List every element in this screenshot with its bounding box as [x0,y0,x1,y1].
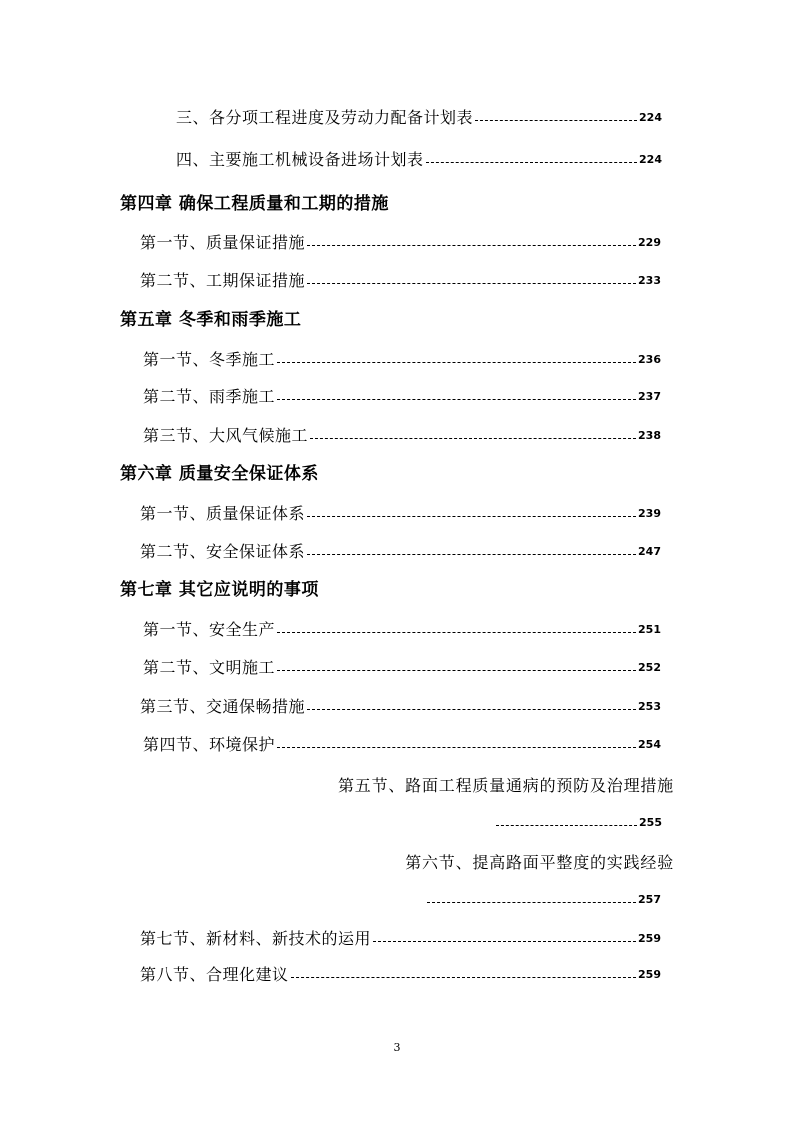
toc-leader [373,941,636,942]
toc-page-number: 238 [638,429,661,442]
toc-page-number: 239 [638,507,661,520]
toc-entry-text: 第二节、雨季施工 [143,387,276,406]
chapter-heading[interactable]: 第六章 质量安全保证体系 [120,464,319,484]
toc-entry[interactable] [143,385,661,409]
toc-leader [277,632,636,633]
toc-entry-text: 第二节、安全保证体系 [140,542,306,561]
toc-leader [277,747,636,748]
toc-entry-text: 第一节、质量保证措施 [140,233,306,252]
toc-page-number: 259 [638,932,661,945]
toc-page-number: 236 [638,353,661,366]
toc-leader [307,283,636,284]
toc-entry[interactable] [176,106,662,130]
toc-entry[interactable] [140,540,661,564]
toc-entry-text[interactable]: 第六节、提高路面平整度的实践经验 [405,853,674,872]
toc-entry-text: 第二节、工期保证措施 [140,271,306,290]
toc-leader [307,245,636,246]
toc-entry-text: 第四节、环境保护 [143,735,276,754]
chapter-heading[interactable]: 第五章 冬季和雨季施工 [120,310,302,330]
toc-entry[interactable] [140,927,661,951]
toc-entry[interactable] [140,963,661,987]
toc-entry[interactable] [143,348,661,372]
toc-page-number: 252 [638,661,661,674]
toc-page-number: 237 [638,390,661,403]
toc-page-number: 247 [638,545,661,558]
toc-leader [427,902,636,903]
toc-leader [307,516,636,517]
toc-leader [310,438,636,439]
toc-entry-text: 第三节、大风气候施工 [143,426,309,445]
toc-entry-text: 第三节、交通保畅措施 [140,697,306,716]
toc-page-number: 233 [638,274,661,287]
toc-entry[interactable] [140,231,661,255]
toc-leader [307,709,636,710]
toc-page-number: 255 [639,816,662,829]
toc-entry-text[interactable]: 第五节、路面工程质量通病的预防及治理措施 [337,776,674,795]
toc-entry-text: 第二节、文明施工 [143,658,276,677]
toc-entry[interactable] [494,811,662,835]
toc-leader [475,120,637,121]
toc-page-number: 224 [639,153,662,166]
toc-page-number: 224 [639,111,662,124]
toc-entry[interactable] [143,733,661,757]
toc-entry[interactable] [143,618,661,642]
toc-page-number: 259 [638,968,661,981]
toc-entry-text: 四、主要施工机械设备进场计划表 [176,150,424,169]
toc-leader [291,977,637,978]
toc-leader [426,162,638,163]
toc-page-number: 257 [638,893,661,906]
toc-entry[interactable] [425,888,661,912]
toc-entry[interactable] [143,656,661,680]
toc-page-number: 229 [638,236,661,249]
toc-entry-text: 三、各分项工程进度及劳动力配备计划表 [176,108,474,127]
toc-page-number: 251 [638,623,661,636]
page-footer-number: 3 [393,1041,401,1054]
toc-leader [277,362,636,363]
toc-leader [277,670,636,671]
toc-entry-text: 第一节、质量保证体系 [140,504,306,523]
toc-entry[interactable] [176,148,662,172]
toc-leader [277,399,636,400]
toc-page-number: 254 [638,738,661,751]
toc-entry[interactable] [140,502,661,526]
chapter-heading[interactable]: 第七章 其它应说明的事项 [120,580,319,600]
toc-entry[interactable] [140,695,661,719]
toc-entry-text: 第一节、安全生产 [143,620,276,639]
toc-entry[interactable] [143,424,661,448]
chapter-heading[interactable]: 第四章 确保工程质量和工期的措施 [120,194,389,214]
toc-entry[interactable] [140,269,661,293]
toc-page-number: 253 [638,700,661,713]
toc-leader [307,554,636,555]
toc-entry-text: 第七节、新材料、新技术的运用 [140,929,372,948]
toc-entry-text: 第八节、合理化建议 [140,965,289,984]
toc-leader [496,825,637,826]
toc-entry-text: 第一节、冬季施工 [143,350,276,369]
